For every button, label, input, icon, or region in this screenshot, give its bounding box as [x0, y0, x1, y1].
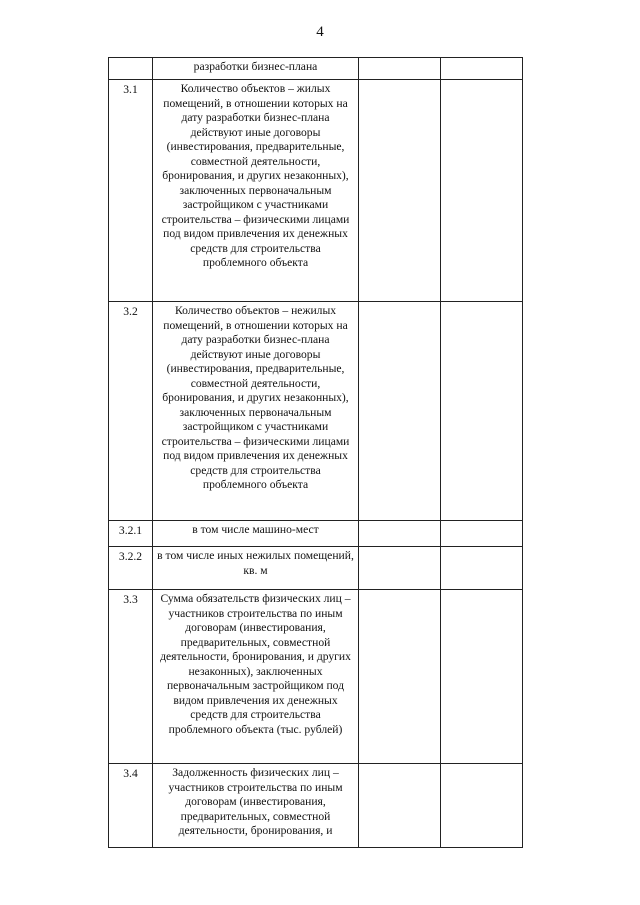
row-number: 3.1	[109, 80, 153, 302]
table-row	[109, 302, 523, 521]
row-number: 3.3	[109, 590, 153, 764]
value-cell	[441, 302, 523, 521]
row-number: 3.2.2	[109, 547, 153, 590]
page-number: 4	[316, 24, 324, 40]
value-cell	[359, 764, 441, 848]
row-description: Сумма обязательств физических лиц – участников строительства по иным договорам (инвестирования, предварительных, совместной деятельности, бронирования, и других незаконных), заключенных первоначальным застройщиком под видом привлечения их денежных средств для строительства проблемного объекта (тыс. рублей)	[153, 590, 359, 764]
row-number: 3.4	[109, 764, 153, 848]
table-row	[109, 590, 523, 764]
value-cell	[441, 547, 523, 590]
value-cell	[359, 80, 441, 302]
value-cell	[359, 547, 441, 590]
row-number: 3.2	[109, 302, 153, 521]
row-number	[109, 58, 153, 80]
row-number: 3.2.1	[109, 521, 153, 547]
value-cell	[441, 764, 523, 848]
row-description: в том числе иных нежилых помещений, кв. м	[153, 547, 359, 590]
value-cell	[441, 590, 523, 764]
table-row	[109, 764, 523, 848]
row-description: Количество объектов – нежилых помещений, в отношении которых на дату разработки бизнес-плана действуют иные договоры (инвестирования, предварительные, совместной деятельности, бронирования, и других незаконных), заключенных первоначальным застройщиком с участниками строительства – физическими лицами под видом привлечения их денежных средств для строительства проблемного объекта	[153, 302, 359, 521]
value-cell	[441, 521, 523, 547]
row-description: разработки бизнес-плана	[153, 58, 359, 80]
table-row	[109, 80, 523, 302]
value-cell	[441, 80, 523, 302]
row-description: Количество объектов – жилых помещений, в отношении которых на дату разработки бизнес-плана действуют иные договоры (инвестирования, предварительные, совместной деятельности, бронирования, и других незаконных), заключенных первоначальным застройщиком с участниками строительства – физическими лицами под видом привлечения их денежных средств для строительства проблемного объекта	[153, 80, 359, 302]
table-row	[109, 58, 523, 80]
table-row	[109, 547, 523, 590]
row-description: Задолженность физических лиц – участников строительства по иным договорам (инвестирования, предварительных, совместной деятельности, бронирования, и	[153, 764, 359, 848]
value-cell	[441, 58, 523, 80]
row-description: в том числе машино-мест	[153, 521, 359, 547]
value-cell	[359, 58, 441, 80]
indicators-table	[108, 57, 523, 848]
table-row	[109, 521, 523, 547]
value-cell	[359, 521, 441, 547]
value-cell	[359, 302, 441, 521]
value-cell	[359, 590, 441, 764]
